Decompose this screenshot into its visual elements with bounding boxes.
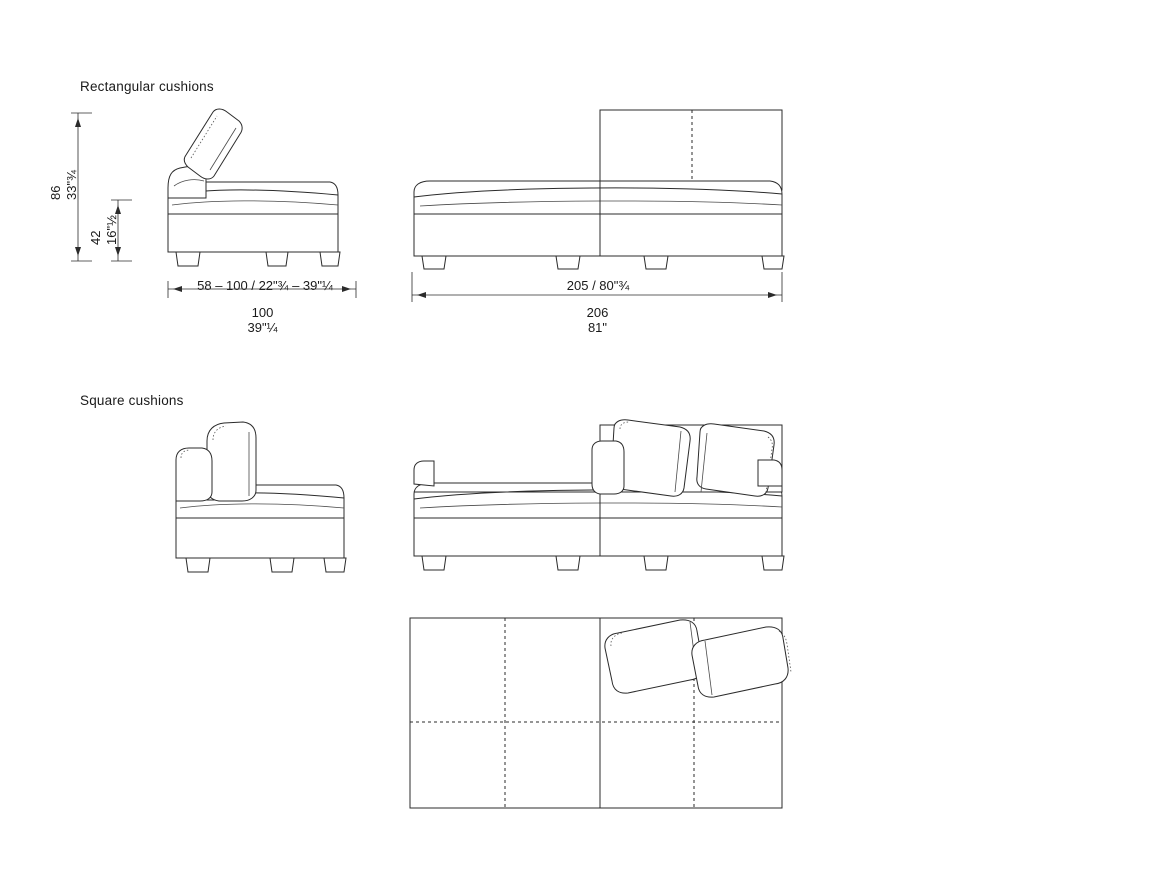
dimension-side-depth-metric: 100 bbox=[251, 305, 274, 320]
dimension-side-depth-imperial: 39"¼ bbox=[247, 320, 278, 335]
rectangular-front-view bbox=[414, 110, 784, 269]
section-title-rectangular-cushions: Rectangular cushions bbox=[80, 79, 214, 94]
square-front-view bbox=[414, 420, 784, 570]
section-title-square-cushions: Square cushions bbox=[80, 393, 184, 408]
dimension-front-width-metric: 206 bbox=[586, 305, 609, 320]
dimension-line-side-depth bbox=[168, 281, 356, 298]
dimension-label-seat-height-imperial: 16"½ bbox=[104, 215, 119, 245]
square-side-view bbox=[176, 422, 346, 572]
dimension-line-height-total bbox=[71, 113, 92, 261]
dimension-label-side-range: 58 – 100 / 22"¾ – 39"¼ bbox=[197, 278, 333, 293]
dimension-label-height-total-imperial: 33"¾ bbox=[64, 170, 79, 200]
dimension-line-front-width bbox=[412, 272, 782, 302]
dimension-label-front-width-inner: 205 / 80"¾ bbox=[566, 278, 630, 293]
dimension-line-seat-height bbox=[111, 200, 132, 261]
rectangular-side-view bbox=[168, 109, 340, 266]
square-top-view bbox=[410, 618, 791, 808]
dimension-label-seat-height: 42 bbox=[88, 230, 103, 245]
dimension-front-width-imperial: 81" bbox=[587, 320, 608, 335]
dimension-label-height-total: 86 bbox=[48, 185, 63, 200]
